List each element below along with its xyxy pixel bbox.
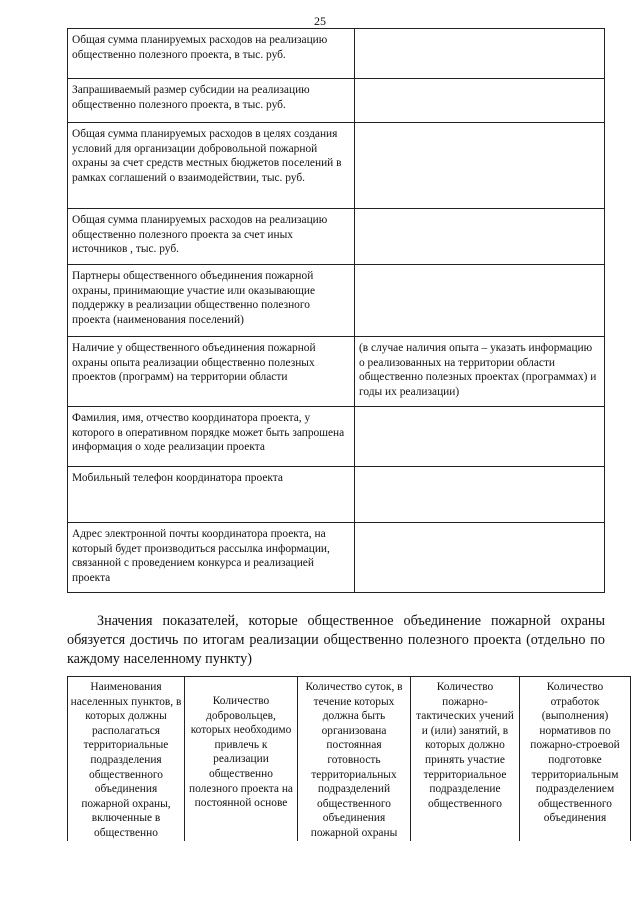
row-value[interactable] bbox=[355, 29, 605, 79]
indicators-paragraph: Значения показателей, которые общественное объединение пожарной охраны обязуется достичь по итогам реализации общественно полезного проекта (отдельно по каждому населенному пункту) bbox=[67, 613, 605, 667]
row-value[interactable] bbox=[355, 79, 605, 123]
header-drill-standards: Количество отработок (выполнения) нормативов по пожарно-строевой подготовке территориальным подразделением общественного объединения bbox=[520, 677, 631, 841]
row-value[interactable] bbox=[355, 209, 605, 265]
project-info-table bbox=[67, 28, 605, 593]
row-label: Наличие у общественного объединения пожарной охраны опыта реализации общественно полезных проектов (программ) на территории области bbox=[68, 337, 355, 407]
row-value[interactable] bbox=[355, 467, 605, 523]
table-row bbox=[68, 265, 605, 337]
row-label: Фамилия, имя, отчество координатора проекта, у которого в оперативном порядке может быть запрошена информация о ходе реализации проекта bbox=[68, 407, 355, 467]
header-readiness-days: Количество суток, в течение которых должна быть организована постоянная готовность территориальных подразделений общественного объединения пожарной охраны bbox=[298, 677, 411, 841]
row-value[interactable] bbox=[355, 523, 605, 593]
row-label: Адрес электронной почты координатора проекта, на который будет производиться рассылка информации, связанной с проведением конкурса и реализацией проекта bbox=[68, 523, 355, 593]
table-row bbox=[68, 523, 605, 593]
header-settlements: Наименования населенных пунктов, в которых должны располагаться территориальные подразделения общественного объединения пожарной охраны, включенные в общественно bbox=[68, 677, 185, 841]
page-number: 25 bbox=[314, 14, 326, 28]
row-value[interactable] bbox=[355, 123, 605, 209]
row-label: Запрашиваемый размер субсидии на реализацию общественно полезного проекта, в тыс. руб. bbox=[68, 79, 355, 123]
indicators-table bbox=[67, 676, 631, 841]
table-header-row bbox=[68, 677, 631, 841]
table-row bbox=[68, 123, 605, 209]
row-label: Общая сумма планируемых расходов в целях создания условий для организации добровольной пожарной охраны за счет средств местных бюджетов поселений в рамках соглашений о взаимодействии, тыс. руб. bbox=[68, 123, 355, 209]
table-row bbox=[68, 79, 605, 123]
row-label: Общая сумма планируемых расходов на реализацию общественно полезного проекта за счет иных источников , тыс. руб. bbox=[68, 209, 355, 265]
row-value[interactable] bbox=[355, 407, 605, 467]
table-row bbox=[68, 209, 605, 265]
table-row bbox=[68, 337, 605, 407]
row-label: Партнеры общественного объединения пожарной охраны, принимающие участие или оказывающие поддержку в реализации общественно полезного проекта (наименования поселений) bbox=[68, 265, 355, 337]
table-row bbox=[68, 407, 605, 467]
row-label: Общая сумма планируемых расходов на реализацию общественно полезного проекта, в тыс. руб. bbox=[68, 29, 355, 79]
table-row bbox=[68, 467, 605, 523]
table-row bbox=[68, 29, 605, 79]
row-value[interactable]: (в случае наличия опыта – указать информацию о реализованных на территории области общественно полезных проектах (программах) и годы их реализации) bbox=[355, 337, 605, 407]
header-volunteers: Количество добровольцев, которых необходимо привлечь к реализации общественно полезного проекта на постоянной основе bbox=[185, 677, 298, 841]
header-tactical-exercises: Количество пожарно-тактических учений и (или) занятий, в которых должно принять участие территориальное подразделение общественного bbox=[411, 677, 520, 841]
row-value[interactable] bbox=[355, 265, 605, 337]
row-label: Мобильный телефон координатора проекта bbox=[68, 467, 355, 523]
